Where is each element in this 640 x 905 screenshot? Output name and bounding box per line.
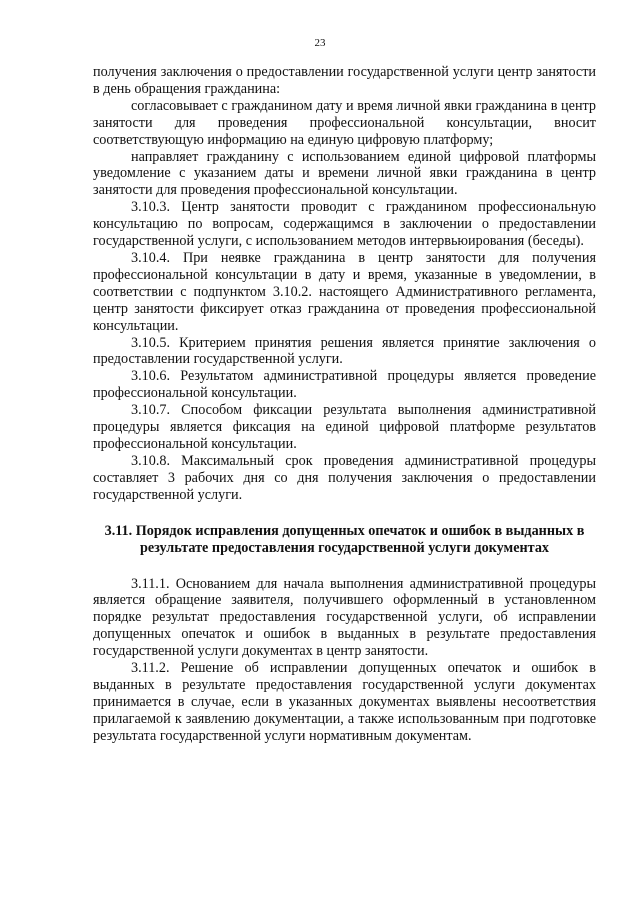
paragraph-3-10-3: 3.10.3. Центр занятости проводит с гражданином профессиональную консультацию по вопросам, содержащимся в заключении о предоставлении государственной услуги, с использованием методов интервьюирования (беседы). <box>93 199 596 250</box>
paragraph: согласовывает с гражданином дату и время личной явки гражданина в центр занятости для проведения профессиональной консультации, вносит соответствующую информацию на единую цифровую платформу; <box>93 97 596 148</box>
paragraph-3-11-2: 3.11.2. Решение об исправлении допущенных опечаток и ошибок в выданных в результате предоставления государственной услуги документах принимается в случае, если в указанных документах выявлены несоответствия прилагаемой к заявлению документации, а также использованным при подготовке результата государственной услуги нормативным документам. <box>93 660 596 744</box>
paragraph: направляет гражданину с использованием единой цифровой платформы уведомление с указанием даты и времени личной явки гражданина в центр занятости для проведения профессиональной консультации. <box>93 148 596 199</box>
page-number: 23 <box>314 37 326 49</box>
document-body <box>93 64 596 745</box>
paragraph-3-10-7: 3.10.7. Способом фиксации результата выполнения административной процедуры является фиксация на единой цифровой платформе результатов профессиональной консультации. <box>93 402 596 452</box>
paragraph-3-10-4: 3.10.4. При неявке гражданина в центр занятости для получения профессиональной консультации в дату и время, указанные в уведомлении, в соответствии с подпунктом 3.10.2. настоящего Административного регламента, центр занятости фиксирует отказ гражданина от проведения профессиональной консультации. <box>93 249 596 334</box>
paragraph-3-10-6: 3.10.6. Результатом административной процедуры является проведение профессиональной консультации. <box>93 368 596 402</box>
paragraph: получения заключения о предоставлении государственной услуги центр занятости в день обращения гражданина: <box>93 64 596 97</box>
paragraph-3-10-5: 3.10.5. Критерием принятия решения является принятие заключения о предоставлении государственной услуги. <box>93 334 596 368</box>
paragraph-3-10-8: 3.10.8. Максимальный срок проведения административной процедуры составляет 3 рабочих дня со дня получения заключения о предоставлении государственной услуги. <box>93 452 596 503</box>
paragraph-3-11-1: 3.11.1. Основанием для начала выполнения административной процедуры является обращение заявителя, получившего оформленный в установленном порядке результат предоставления государственной услуги, об исправлении допущенных опечаток и ошибок в выданных в результате предоставления государственной услуги документах в центр занятости. <box>93 575 596 660</box>
section-heading: 3.11. Порядок исправления допущенных опечаток и ошибок в выданных в результате предоставления государственной услуги документах <box>104 522 585 556</box>
